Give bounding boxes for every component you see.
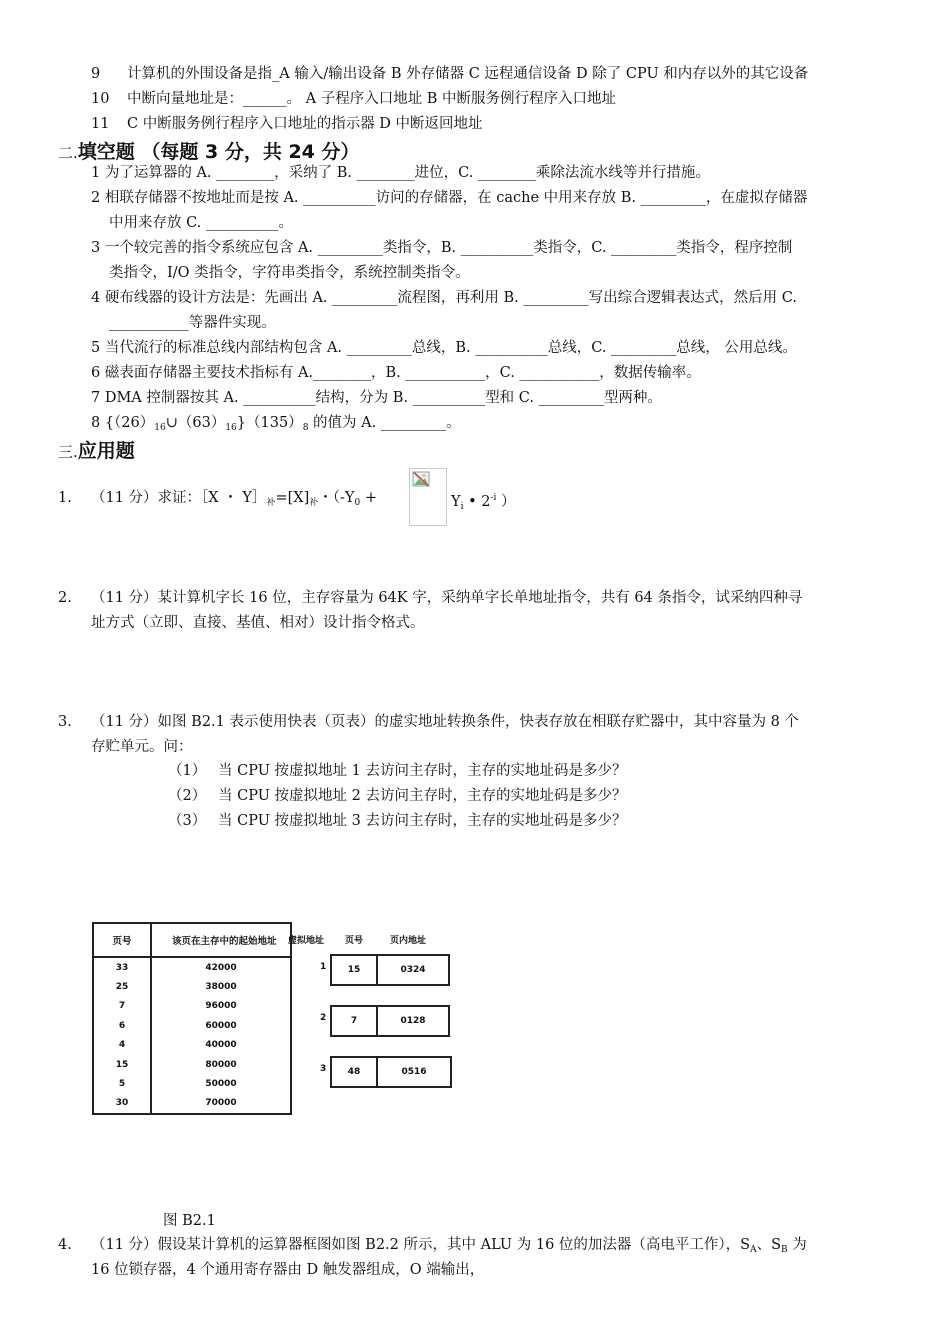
q11-text: C 中断服务例行程序入口地址的指示器 D 中断返回地址 xyxy=(127,116,483,132)
table-row: 6 60000 xyxy=(93,1016,291,1035)
q2-line1: （11 分）某计算机字长 16 位，主存容量为 64K 字，采纳单字长单地址指令，共有 64 条指令，试采纳四种寻 xyxy=(91,590,803,606)
q9-number: 9 xyxy=(91,66,101,82)
q10-number: 10 xyxy=(91,91,110,107)
fill-item-3-cont: 类指令，I/O 类指令，字符串类指令，系统控制类指令。 xyxy=(109,265,470,281)
va-box-1 xyxy=(330,954,450,986)
section2-heading xyxy=(58,137,360,164)
va-header-vaddr: 虚拟地址 xyxy=(288,936,325,946)
table-row: 7 96000 xyxy=(93,997,291,1016)
q4-number: 4. xyxy=(58,1237,72,1253)
va-offset-1: 0324 xyxy=(400,965,426,975)
va-label-2: 2 xyxy=(320,1013,327,1023)
q4-line1: （11 分）假设某计算机的运算器框图如图 B2.2 所示，其中 ALU 为 16 位的加法器（高电平工作），$S_A$、$S_B$ 为 xyxy=(91,1237,807,1255)
table-row: 25 38000 xyxy=(93,977,291,996)
section3-heading xyxy=(58,436,135,463)
section3-title: 应用题 xyxy=(77,440,135,462)
figure-caption: 图 B2.1 xyxy=(163,1213,216,1229)
q3-sub3-label: （3） xyxy=(168,813,207,829)
section2-title: 填空题 （每题 3 分，共 24 分） xyxy=(77,141,360,163)
fill-item-4-cont: ___________等器件实现。 xyxy=(109,315,276,331)
section2-prefix: 二. xyxy=(58,144,78,162)
broken-image-placeholder xyxy=(409,468,447,526)
va-header-page: 页号 xyxy=(345,936,364,946)
q3-sub2-label: （2） xyxy=(168,788,207,804)
table-row: 5 50000 xyxy=(93,1074,291,1093)
va-page-3: 48 xyxy=(332,1058,378,1086)
va-header-offset: 页内地址 xyxy=(390,936,427,946)
va-page-2: 7 xyxy=(332,1007,378,1035)
page-table-header-page: 页号 xyxy=(93,923,151,957)
q3-sub1-text: 当 CPU 按虚拟地址 1 去访问主存时，主存的实地址码是多少？ xyxy=(218,763,627,779)
va-offset-3: 0516 xyxy=(401,1067,427,1077)
va-label-1: 1 xyxy=(320,962,327,972)
fill-item-2-cont: 中用来存放 C. __________。 xyxy=(109,215,293,231)
va-label-3: 3 xyxy=(320,1064,327,1074)
q3-sub1-label: （1） xyxy=(168,763,207,779)
q1-text-cont: $Y_i$ • $2^{-i}$ ） xyxy=(451,493,516,512)
q11-number: 11 xyxy=(91,116,110,132)
q3-line1: （11 分）如图 B2.1 表示使用快表（页表）的虚实地址转换条件，快表存放在相联存贮器中，其中容量为 8 个 xyxy=(91,714,799,730)
q2-line2: 址方式（立即、直接、基值、相对）设计指令格式。 xyxy=(91,615,425,631)
page-table-header-address: 该页在主存中的起始地址 xyxy=(151,923,291,957)
fill-item-4: 4 硬布线器的设计方法是：先画出 A. _________流程图，再利用 B. _________写出综合逻辑表达式，然后用 C. xyxy=(91,290,797,306)
va-page-1: 15 xyxy=(332,956,378,984)
fill-item-3: 3 一个较完善的指令系统应包含 A. _________类指令，B. __________类指令，C. _________类指令，程序控制 xyxy=(91,240,793,256)
q3-sub2-text: 当 CPU 按虚拟地址 2 去访问主存时，主存的实地址码是多少？ xyxy=(218,788,627,804)
fill-item-1: 1 为了运算器的 A. ________，采纳了 B. ________进位，C. ________乘除法流水线等并行措施。 xyxy=(91,165,710,181)
section3-prefix: 三. xyxy=(58,443,78,461)
q3-line2: 存贮单元。问： xyxy=(91,739,193,755)
q3-sub3-text: 当 CPU 按虚拟地址 3 去访问主存时，主存的实地址码是多少？ xyxy=(218,813,627,829)
fill-item-5: 5 当代流行的标准总线内部结构包含 A. _________总线，B. __________总线，C. _________总线， 公用总线。 xyxy=(91,340,797,356)
q1-number: 1. xyxy=(58,490,72,506)
table-row: 15 80000 xyxy=(93,1055,291,1074)
table-row: 30 70000 xyxy=(93,1094,291,1114)
fill-item-2: 2 相联存储器不按地址而是按 A. __________访问的存储器，在 cache 中用来存放 B. _________，在虚拟存储器 xyxy=(91,190,808,206)
q1-text: （11 分）求证：［X ・ $Y]_补=[X]_补$・（$-Y_0$ + xyxy=(91,490,377,508)
fill-item-8: 8 $\{(26)_{16}\cup(63)_{16}\}(135)_8$ 的值为 A. _________。 xyxy=(91,415,461,433)
fill-item-6: 6 磁表面存储器主要技术指标有 A.________，B. ___________，C. ___________，数据传输率。 xyxy=(91,365,701,381)
fill-item-7: 7 DMA 控制器按其 A. __________结构，分为 B. __________型和 C. _________型两种。 xyxy=(91,390,662,406)
table-row: 33 42000 xyxy=(93,957,291,977)
va-box-3 xyxy=(330,1056,452,1088)
table-row: 4 40000 xyxy=(93,1036,291,1055)
va-offset-2: 0128 xyxy=(400,1016,426,1026)
q10-text: 中断向量地址是：______。 A 子程序入口地址 B 中断服务例行程序入口地址 xyxy=(127,91,617,107)
q3-number: 3. xyxy=(58,714,72,730)
va-box-2 xyxy=(330,1005,450,1037)
page-table xyxy=(92,922,292,1115)
broken-image-icon xyxy=(412,471,430,487)
q2-number: 2. xyxy=(58,590,72,606)
q4-line2: 16 位锁存器，4 个通用寄存器由 D 触发器组成，O 端输出， xyxy=(91,1262,485,1278)
q9-text: 计算机的外围设备是指_A 输入/输出设备 B 外存储器 C 远程通信设备 D 除了 CPU 和内存以外的其它设备 xyxy=(127,66,809,82)
